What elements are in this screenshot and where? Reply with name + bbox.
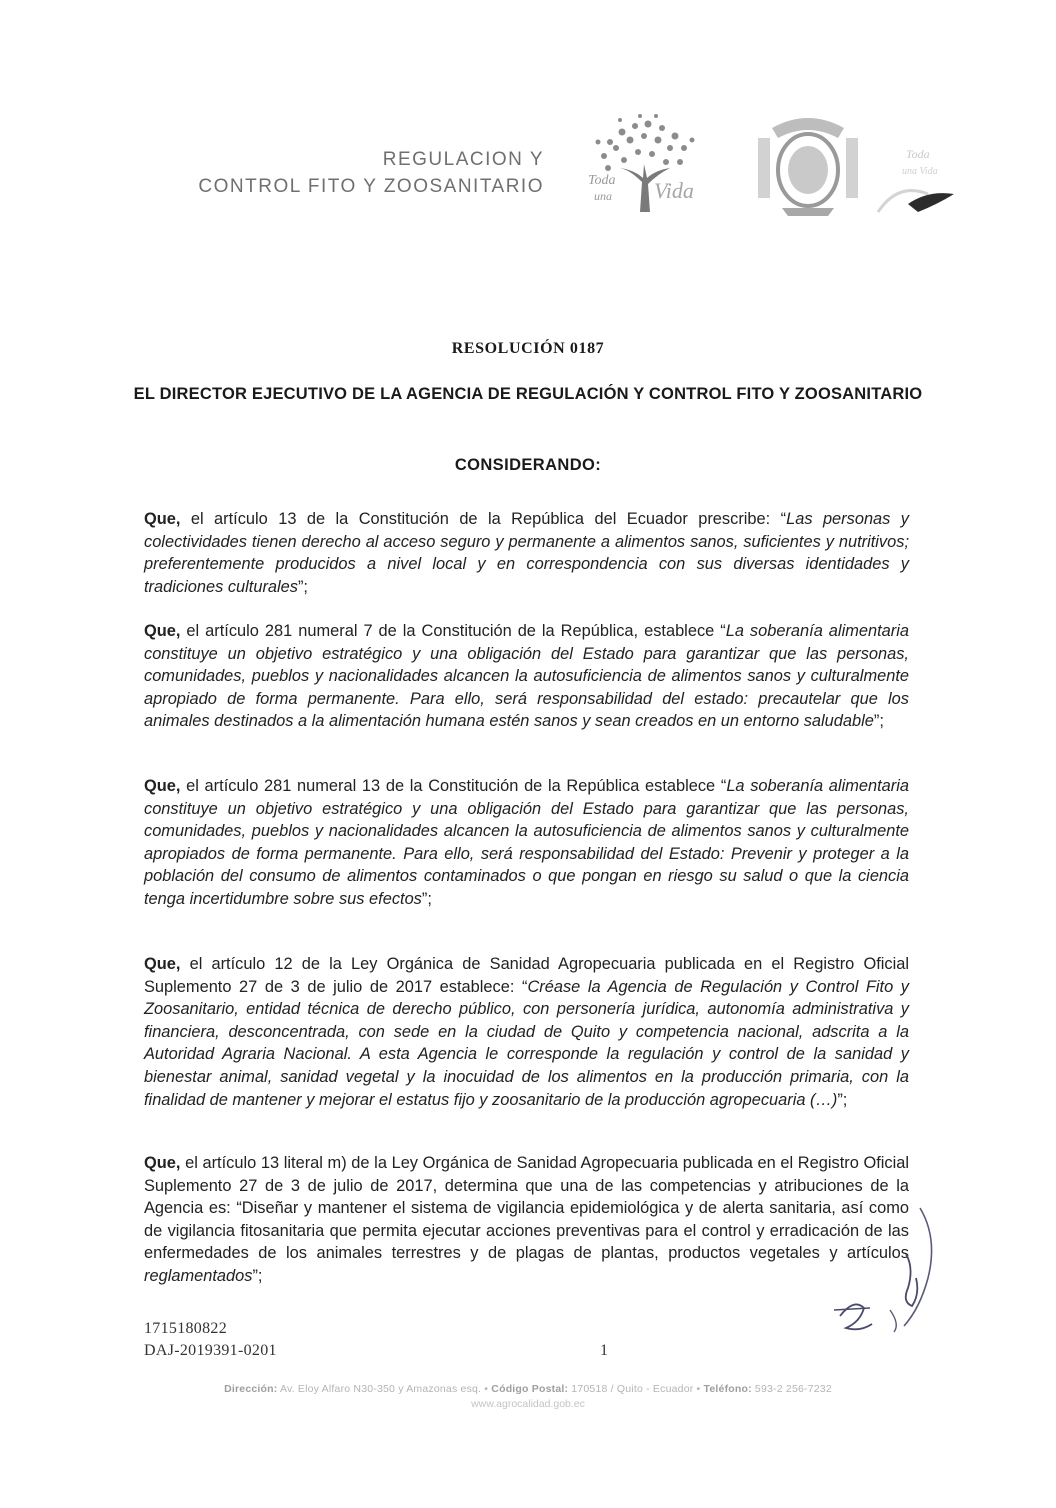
paragraph-text: el artículo 13 de la Constitución de la República del Ecuador prescribe: “ — [180, 510, 787, 528]
paragraph — [144, 953, 909, 1111]
paragraph — [144, 775, 909, 911]
svg-text:una Vida: una Vida — [902, 166, 938, 177]
paragraph-text: el artículo 281 numeral 13 de la Constitución de la República establece “ — [180, 777, 727, 795]
paragraph-text: el artículo 13 literal m) de la Ley Orgánica de Sanidad Agropecuaria publicada en el Registro Oficial Suplemento 27 de 3 de julio de 2017, determina que una de las competencias y atribuciones de la Agencia es: “Diseñar y mantener el sistema de vigilancia epidemiológica y de alerta sanitaria, así como de vigilancia fitosanitaria que permita ejecutar acciones preventivas para el control y erradicación de las enfermedades de los animales terrestres y de plagas de plantas, productos vegetales y artículos — [144, 1154, 909, 1263]
paragraph-lead: Que, — [144, 1154, 181, 1172]
agency-name-line-1: REGULACION Y — [382, 149, 544, 170]
phone-value: 593-2 256-7232 — [751, 1383, 832, 1395]
tree-logo-icon — [580, 112, 710, 216]
paragraph-tail: ”; — [252, 1266, 263, 1285]
address-line — [0, 1383, 1056, 1395]
paragraph-quote: Créase la Agencia de Regulación y Control Fito y Zoosanitario, entidad técnica de derecho público, con personería jurídica, autonomía administrativa y financiera, desconcentrada, con sede en la ciudad de Quito y competencia nacional, adscrita a la Autoridad Agraria Nacional. A esta Agencia le corresponde la regulación y control de la sanidad y bienestar animal, sanidad vegetal y la inocuidad de los alimentos en la producción primaria, con la finalidad de mantener y mejorar el estatus fijo y zoosanitario de la producción agropecuaria (…) — [144, 977, 909, 1109]
paragraph-tail: ”; — [297, 577, 308, 596]
paragraph-lead: Que, — [144, 622, 181, 640]
flag-emblem-icon — [868, 112, 964, 222]
paragraph-lead: Que, — [144, 955, 181, 973]
agency-name-line-2: CONTROL FITO Y ZOOSANITARIO — [198, 176, 544, 197]
resolution-number: RESOLUCIÓN 0187 — [451, 340, 605, 357]
paragraph-text: el artículo 12 de la Ley Orgánica de Sanidad Agropecuaria publicada en el Registro Oficial Suplemento 27 de 3 de julio de 2017 establece: “ — [144, 955, 909, 996]
paragraph-text: el artículo 281 numeral 7 de la Constitución de la República, establece “ — [180, 622, 726, 640]
paragraph — [144, 1152, 909, 1288]
paragraph-quote: Las personas y colectividades tienen derecho al acceso seguro y permanente a alimentos sanos, suficientes y nutritivos; preferentemente producidos a nivel local y en correspondencia con sus diversas identidades y tradiciones culturales — [144, 510, 909, 596]
paragraph-quote: La soberanía alimentaria constituye un objetivo estratégico y una obligación del Estado para garantizar que las personas, comunidades, pueblos y nacionalidades alcancen la autosuficiencia de alimentos sanos y culturalmente apropiados de forma permanente. Para ello, será responsabilidad del Estado: Prevenir y proteger a la población del consumo de alimentos contaminados o que pongan en riesgo su salud o que la ciencia tenga incertidumbre sobre sus efectos — [144, 777, 909, 908]
paragraph-lead: Que, — [144, 510, 181, 528]
phone-label: Teléfono: — [703, 1383, 752, 1395]
postal-value: 170518 / Quito - Ecuador • — [568, 1383, 704, 1395]
address-value: Av. Eloy Alfaro N30-350 y Amazonas esq. • — [277, 1383, 492, 1395]
id-number: 1715180822 — [144, 1320, 227, 1337]
paragraph-tail: ”; — [873, 712, 884, 731]
handwritten-signature — [820, 1198, 940, 1348]
address-label: Dirección: — [224, 1383, 278, 1395]
paragraph-tail: ”; — [837, 1090, 848, 1109]
svg-text:Toda: Toda — [588, 173, 616, 188]
website-link[interactable]: www.agrocalidad.gob.ec — [471, 1398, 585, 1410]
postal-label: Código Postal: — [491, 1383, 569, 1395]
ecuador-coat-of-arms-icon — [752, 108, 864, 218]
document-code: DAJ-2019391-0201 — [144, 1342, 277, 1359]
paragraph — [144, 620, 909, 733]
paragraph-quote: La soberanía alimentaria constituye un objetivo estratégico y una obligación del Estado para garantizar que las personas, comunidades, pueblos y nacionalidades alcancen la autosuficiencia de alimentos sanos y culturalmente apropiado de forma permanente. Para ello, será responsabilidad del estado: precautelar que los animales destinados a la alimentación humana estén sanos y sean creados en un entorno saludable — [144, 622, 909, 731]
page-number: 1 — [600, 1342, 608, 1359]
section-heading: CONSIDERANDO: — [454, 456, 602, 474]
svg-text:Vida: Vida — [654, 178, 694, 203]
svg-text:una: una — [594, 189, 612, 203]
resolution-title: EL DIRECTOR EJECUTIVO DE LA AGENCIA DE REGULACIÓN Y CONTROL FITO Y ZOOSANITARIO — [133, 385, 923, 403]
paragraph-lead: Que, — [144, 777, 181, 795]
paragraph — [144, 508, 909, 598]
paragraph-tail: ”; — [421, 889, 432, 908]
svg-text:Toda: Toda — [906, 147, 930, 161]
agency-name — [198, 146, 544, 200]
paragraph-quote: reglamentados — [144, 1266, 253, 1285]
